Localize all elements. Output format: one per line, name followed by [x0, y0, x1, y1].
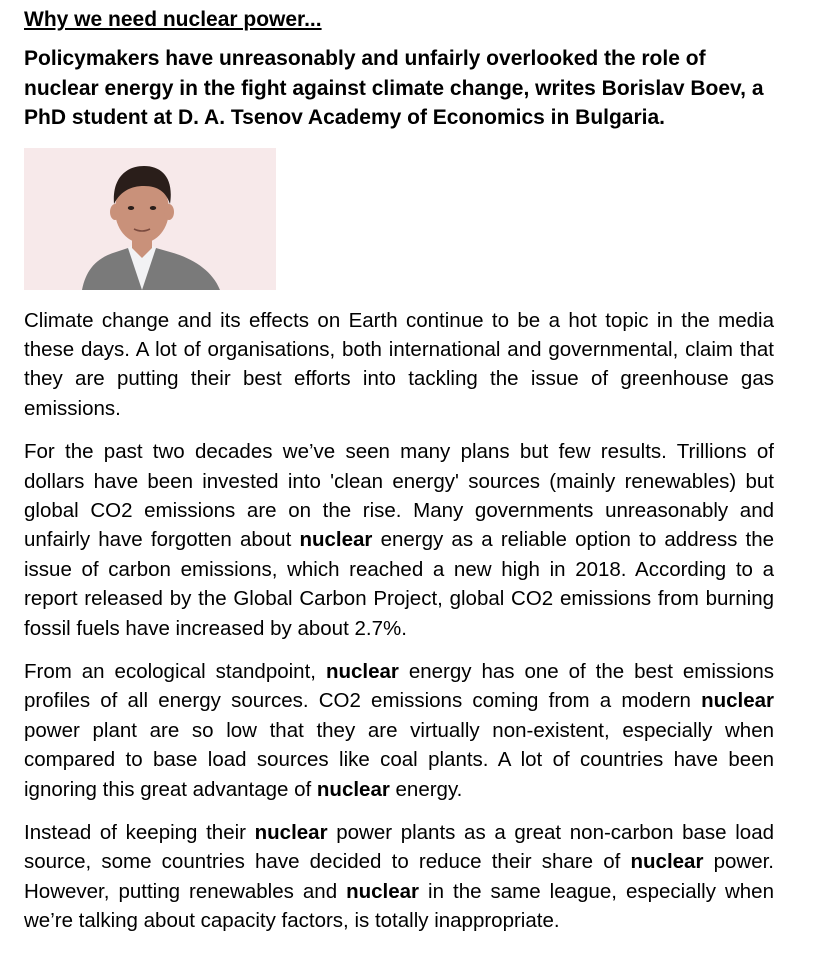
emphasized-term: nuclear	[701, 689, 774, 713]
author-portrait-illustration	[24, 148, 276, 290]
portrait-eye-left	[128, 206, 134, 210]
paragraph-text: For the past two decades we’ve seen many plans but few results. Trillions of dollars have been invested into 'clean energy' sources (mainly renewables) but global CO2 emissions are on the rise. Many governments unreasonably and unfairly have forgotten about	[24, 440, 774, 552]
author-portrait	[24, 148, 276, 290]
portrait-ear-left	[110, 204, 120, 220]
body-paragraph	[24, 657, 774, 804]
emphasized-term: nuclear	[325, 659, 399, 683]
body-paragraph	[24, 437, 774, 643]
paragraph-text: in the same league, especially when we’re talking about capacity factors, is totally inappropriate.	[24, 879, 774, 933]
emphasized-term: nuclear	[316, 777, 390, 801]
paragraph-text: From an ecological standpoint,	[24, 659, 326, 683]
article-body	[24, 306, 774, 936]
paragraph-text: Instead of keeping their	[24, 821, 255, 844]
paragraph-text: energy has one of the best emissions profiles of all energy sources. CO2 emissions coming from a modern	[24, 659, 774, 713]
emphasized-term: nuclear	[630, 850, 704, 874]
paragraph-text: Climate change and its effects on Earth continue to be a hot topic in the media these days. A lot of organisations, both international and governmental, claim that they are putting their best efforts into tackling the issue of greenhouse gas emissions.	[24, 308, 774, 420]
portrait-eye-right	[150, 206, 156, 210]
body-paragraph	[24, 306, 774, 424]
paragraph-text: energy.	[389, 777, 463, 801]
paragraph-text: power plants as a great non-carbon base load source, some countries have decided to reduce their share of	[24, 821, 774, 874]
emphasized-term: nuclear	[299, 528, 373, 552]
portrait-ear-right	[164, 204, 174, 220]
paragraph-text: power. However, putting renewables and	[24, 850, 774, 903]
article	[24, 6, 774, 950]
emphasized-term: nuclear	[346, 879, 420, 903]
body-paragraph	[24, 818, 774, 936]
article-standfirst: Policymakers have unreasonably and unfairly overlooked the role of nuclear energy in the fight against climate change, writes Borislav Boev, a PhD student at D. A. Tsenov Academy of Economics in Bulgaria.	[24, 47, 764, 129]
emphasized-term: nuclear	[254, 821, 328, 844]
article-headline: Why we need nuclear power...	[24, 8, 322, 31]
paragraph-text: power plant are so low that they are virtually non-existent, especially when compared to base load sources like coal plants. A lot of countries have been ignoring this great advantage of	[24, 718, 774, 801]
paragraph-text: energy as a reliable option to address the issue of carbon emissions, which reached a new high in 2018. According to a report released by the Global Carbon Project, global CO2 emissions from burning fossil fuels have increased by about 2.7%.	[24, 528, 774, 640]
